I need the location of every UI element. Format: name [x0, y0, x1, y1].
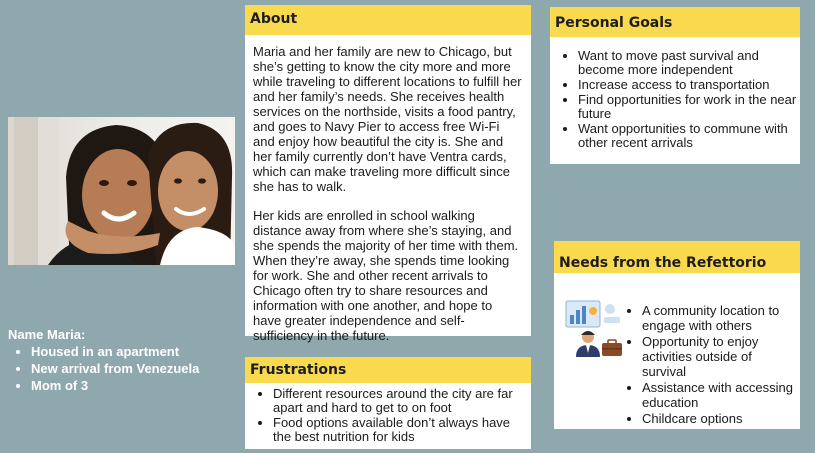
list-item: • New arrival from Venezuela — [31, 360, 199, 377]
personal-goals-title: Personal Goals — [550, 7, 800, 37]
needs-list — [624, 303, 796, 426]
about-card — [245, 5, 531, 343]
list-item: • Childcare options — [642, 411, 796, 426]
list-item: • Housed in an apartment — [31, 343, 199, 360]
about-paragraph: Her kids are enrolled in school walking distance away from where she’s staying, and she spends the majority of her time with them. When they’re away, she spends time looking for work. She and other recent arrivals to Chicago often try to share resources and information with one another, and hope to have greater independence and self-sufficiency in the future. — [253, 208, 519, 343]
person-with-briefcase-and-chart-icon — [564, 299, 626, 362]
needs-title: Needs from the Refettorio — [554, 241, 800, 273]
list-item: • Different resources around the city are far apart and hard to get to on foot — [273, 387, 531, 415]
mother-daughter-photo-icon — [8, 117, 235, 265]
list-item: • A community location to engage with others — [642, 303, 796, 333]
list-item: • Find opportunities for work in the near future — [578, 93, 800, 121]
about-title: About — [245, 5, 531, 35]
list-item: • Want opportunities to commune with other recent arrivals — [578, 122, 800, 150]
frustrations-card — [245, 357, 531, 449]
frustrations-body — [245, 383, 531, 444]
about-body — [245, 35, 531, 343]
frustrations-list — [245, 387, 531, 444]
personal-goals-body — [550, 37, 800, 150]
needs-card — [554, 241, 800, 429]
list-item: • Food options available don’t always have the best nutrition for kids — [273, 416, 531, 444]
needs-body — [624, 303, 796, 427]
list-item: • Opportunity to enjoy activities outside of survival — [642, 334, 796, 379]
list-item: • Mom of 3 — [31, 377, 199, 394]
persona-list — [8, 343, 199, 394]
personal-goals-list — [550, 49, 800, 150]
persona-summary — [8, 326, 199, 394]
list-item: • Want to move past survival and become more independent — [578, 49, 800, 77]
persona-name: Name Maria: — [8, 327, 86, 342]
list-item: • Assistance with accessing education — [642, 380, 796, 410]
about-paragraph: Maria and her family are new to Chicago, but she’s getting to know the city more and more while traveling to different locations to fulfill her and her family’s needs. She receives health services on the northside, visits a food pantry, and goes to Navy Pier to access free Wi-Fi and enjoy how beautiful the city is. She and her family currently don’t have Ventra cards, which can make traveling more difficult since she has to walk. — [253, 44, 522, 194]
frustrations-title: Frustrations — [245, 357, 531, 383]
list-item: • Increase access to transportation — [578, 78, 800, 92]
persona-photo — [8, 117, 235, 265]
personal-goals-card — [550, 7, 800, 164]
